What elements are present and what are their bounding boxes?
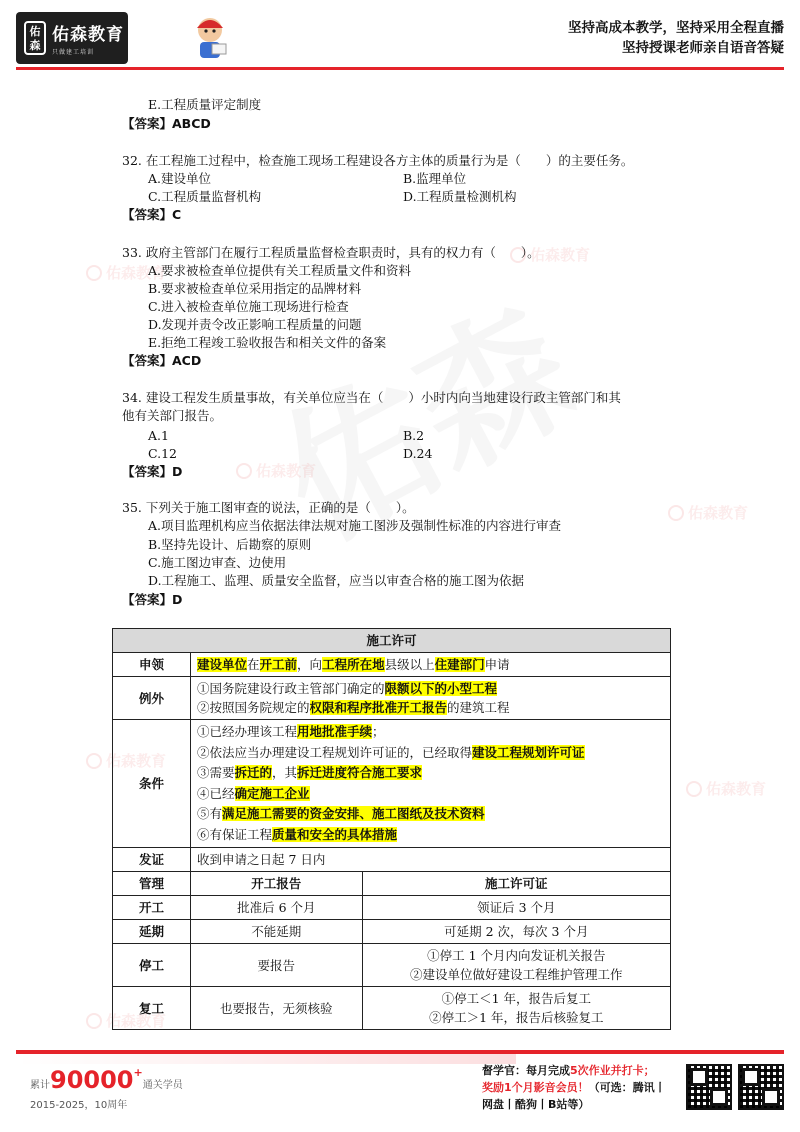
- table-row: [113, 920, 671, 944]
- question-stem-cont: 他有关部门报告。: [122, 408, 223, 423]
- watermark: 佑森教育: [236, 460, 316, 481]
- student-counter: 累计90000+通关学员: [30, 1066, 183, 1094]
- question-stem: 35. 下列关于施工图审查的说法，正确的是（ ）。: [122, 500, 415, 515]
- watermark: 佑森教育: [686, 778, 766, 799]
- answer-label: 【答案】ABCD: [122, 116, 211, 131]
- table-row: [113, 987, 671, 1030]
- row-label: 例外: [113, 677, 191, 720]
- slogan-line-2: 坚持授课老师亲自语音答疑: [622, 40, 784, 56]
- answer-label: 【答案】C: [122, 207, 182, 222]
- qr-code-icon[interactable]: [738, 1064, 784, 1110]
- table-cell: ①停工 1 个月内向发证机关报告 ②建设单位做好建设工程维护管理工作: [362, 944, 670, 987]
- option-a: A.1: [148, 428, 169, 443]
- watermark-logo-icon: [686, 781, 702, 797]
- row-label: 开工: [113, 896, 191, 920]
- option-b: B.要求被检查单位采用指定的品牌材料: [148, 281, 362, 296]
- row-label: 延期: [113, 920, 191, 944]
- logo-subtitle: 只做建工培训: [52, 49, 95, 56]
- table-cell: ①停工＜1 年，报告后复工 ②停工＞1 年，报告后核验复工: [362, 987, 670, 1030]
- watermark-logo-icon: [86, 265, 102, 281]
- option-c: C.工程质量监督机构: [148, 189, 262, 204]
- qr-code-icon[interactable]: [686, 1064, 732, 1110]
- row-label: 申领: [113, 653, 191, 677]
- option-c: C.进入被检查单位施工现场进行检查: [148, 299, 349, 314]
- watermark-logo-icon: [86, 753, 102, 769]
- column-header: 施工许可证: [362, 872, 670, 896]
- option-d: D.工程施工、监理、质量安全监督，应当以审查合格的施工图为依据: [148, 573, 525, 588]
- row-label: 管理: [113, 872, 191, 896]
- table-cell: 批准后 6 个月: [191, 896, 363, 920]
- row-content: 收到申请之日起 7 日内: [191, 848, 671, 872]
- answer-label: 【答案】D: [122, 464, 183, 479]
- watermark-logo-icon: [236, 463, 252, 479]
- option-c: C.12: [148, 446, 177, 461]
- watermark: 佑森教育: [86, 1010, 166, 1031]
- option-d: D.24: [403, 446, 433, 461]
- footer-decoration: [16, 1054, 516, 1064]
- table-row: [113, 944, 671, 987]
- column-header: 开工报告: [191, 872, 363, 896]
- question-stem: 32. 在工程施工过程中，检查施工现场工程建设各方主体的质量行为是（ ）的主要任务。: [122, 153, 634, 168]
- watermark: 佑森教育: [86, 262, 166, 283]
- row-label: 停工: [113, 944, 191, 987]
- logo-mark: 佑森: [24, 21, 46, 55]
- brand-logo: [16, 12, 128, 64]
- table-cell: 要报告: [191, 944, 363, 987]
- row-content: 建设单位在开工前，向工程所在地县级以上住建部门申请: [191, 653, 671, 677]
- header-divider: [16, 67, 784, 70]
- page-header: [0, 0, 800, 72]
- promo-text: 督学官：每月完成5次作业并打卡； 奖励1个月影音会员！（可选：腾讯丨 网盘丨酷狗丨B站等）: [482, 1064, 666, 1111]
- option-e: E.拒绝工程竣工验收报告和相关文件的备案: [148, 335, 387, 350]
- option-e: E.工程质量评定制度: [148, 97, 262, 112]
- option-b: B.坚持先设计、后勘察的原则: [148, 537, 312, 552]
- mascot-icon: [186, 14, 234, 64]
- option-c: C.施工图边审查、边使用: [148, 555, 287, 570]
- table-cell: 也要报告，无须核验: [191, 987, 363, 1030]
- answer-label: 【答案】ACD: [122, 353, 202, 368]
- table-title-row: [113, 629, 671, 653]
- table-row: [113, 720, 671, 848]
- option-a: A.建设单位: [148, 171, 212, 186]
- table-cell: 不能延期: [191, 920, 363, 944]
- row-label: 条件: [113, 720, 191, 848]
- row-label: 复工: [113, 987, 191, 1030]
- table-row: [113, 848, 671, 872]
- header-slogan: [568, 18, 784, 58]
- slogan-line-1: 坚持高成本教学，坚持采用全程直播: [568, 20, 784, 36]
- option-b: B.2: [403, 428, 425, 443]
- option-a: A.要求被检查单位提供有关工程质量文件和资料: [148, 263, 412, 278]
- table-row: [113, 677, 671, 720]
- watermark: 佑森教育: [86, 750, 166, 771]
- counter-number: 90000: [50, 1066, 134, 1094]
- table-title: 施工许可: [113, 629, 671, 653]
- table-cell: 可延期 2 次，每次 3 个月: [362, 920, 670, 944]
- construction-permit-table: [112, 628, 671, 1030]
- row-content: ①已经办理该工程用地批准手续； ②依法应当办理建设工程规划许可证的，已经取得建设工程规划许可证 ③需要拆迁的，其拆迁进度符合施工要求 ④已经确定施工企业 ⑤有满足施工需要的资金安排、施工图纸及技术资料 ⑥有保证工程质量和安全的具体措施: [191, 720, 671, 848]
- watermark: 佑森教育: [668, 502, 748, 523]
- table-row: [113, 872, 671, 896]
- anniversary-text: 2015-2025，10周年: [30, 1100, 128, 1111]
- watermark-logo-icon: [668, 505, 684, 521]
- question-stem: 34. 建设工程发生质量事故，有关单位应当在（ ）小时内向当地建设行政主管部门和其: [122, 390, 621, 405]
- watermark-logo-icon: [86, 1013, 102, 1029]
- option-a: A.项目监理机构应当依据法律法规对施工图涉及强制性标准的内容进行审查: [148, 518, 562, 533]
- row-label: 发证: [113, 848, 191, 872]
- logo-name: 佑森教育: [52, 25, 124, 45]
- row-content: ①国务院建设行政主管部门确定的限额以下的小型工程 ②按照国务院规定的权限和程序批准开工报告的建筑工程: [191, 677, 671, 720]
- option-d: D.工程质量检测机构: [403, 189, 517, 204]
- option-b: B.监理单位: [403, 171, 467, 186]
- table-row: [113, 653, 671, 677]
- option-d: D.发现并责令改正影响工程质量的问题: [148, 317, 362, 332]
- table-row: [113, 896, 671, 920]
- watermark: 佑森教育: [510, 244, 590, 265]
- table-cell: 领证后 3 个月: [362, 896, 670, 920]
- answer-label: 【答案】D: [122, 592, 183, 607]
- question-stem: 33. 政府主管部门在履行工程质量监督检查职责时，具有的权力有（ ）。: [122, 245, 540, 260]
